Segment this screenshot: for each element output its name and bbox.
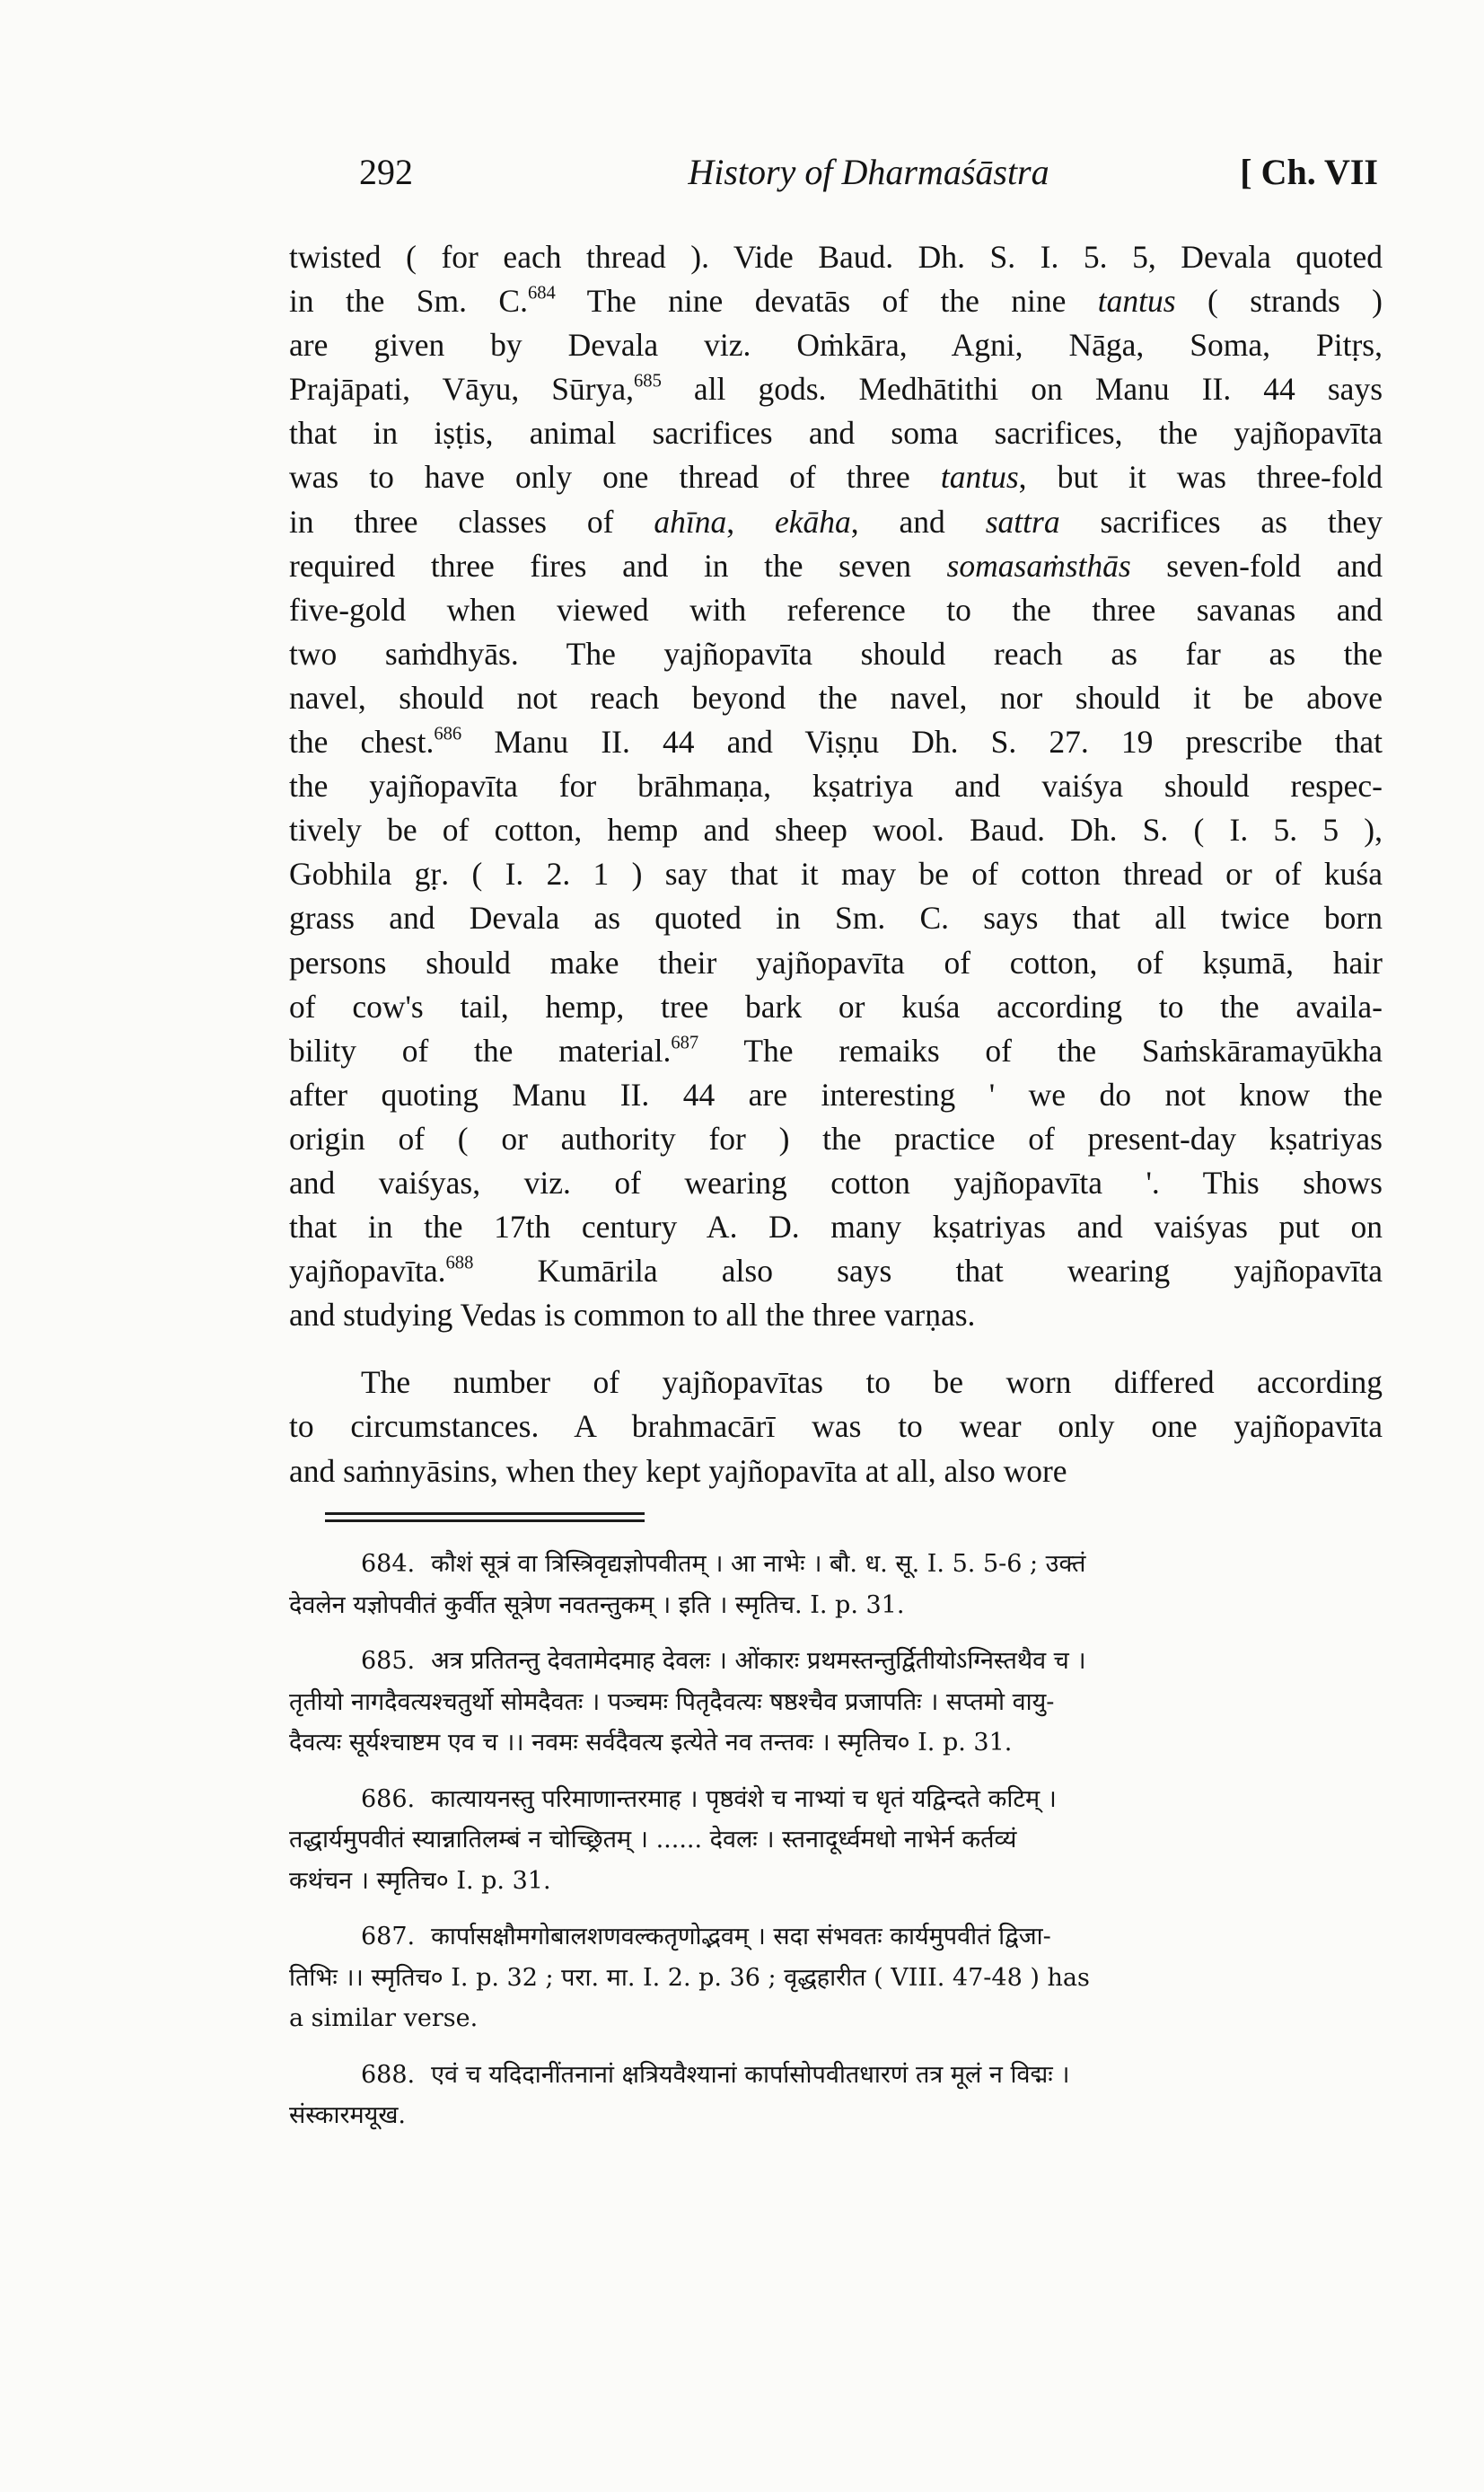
paragraph-gap [289,1337,1383,1360]
footnote-number: 684. [361,1550,416,1578]
running-header [359,151,1378,205]
text-line: Gobhila gṛ. ( I. 2. 1 ) say that it may be of cotton thread or of kuśa [289,856,1383,893]
text-line: are given by Devala viz. Oṁkāra, Agni, Nāga, Soma, Pitṛs, [289,327,1383,364]
footnote-ref: 686 [434,724,462,744]
running-title: History of Dharmaśāstra [688,152,1049,192]
footnote-line: तद्धार्यमुपवीतं स्यान्नातिलम्बं न चोच्छ्रितम् । ...... देवलः । स्तनादूर्ध्वमधो नाभेर्न कर्तव्यं [289,1826,1017,1854]
italic-term: tantus [1097,283,1176,320]
text-line: and studying Vedas is common to all the three varṇas. [289,1297,976,1334]
text-line: and saṁnyāsins, when they kept yajñopavīta at all, also wore [289,1452,1067,1489]
text-line: of cow's tail, hemp, tree bark or kuśa according to the availa- [289,988,1383,1025]
text-line: that in the 17th century A. D. many kṣatriyas and vaiśyas put on [289,1209,1383,1246]
footnote-number: 687. [361,1923,416,1950]
text-line: two saṁdhyās. The yajñopavīta should reach as far as the [289,635,1383,672]
italic-term: sattra [985,503,1060,540]
text-line: the yajñopavīta for brāhmaṇa, kṣatriya and vaiśya should respec- [289,768,1383,805]
text-line: in three classes of ahīna, ekāha, and sattra sacrifices as they [289,503,1383,540]
text-line: was to have only one thread of three tantus, but it was three-fold [289,459,1383,496]
footnote-line: 687. कार्पासक्षौमगोबालशणवल्कतृणोद्भवम् । सदा संभवतः कार्यमुपवीतं द्विजा- [361,1923,1051,1950]
footnote-line: कथंचन । स्मृतिच० I. p. 31. [289,1866,551,1895]
text-line: that in iṣṭis, animal sacrifices and soma sacrifices, the yajñopavīta [289,415,1383,452]
footnote [289,1779,1383,1902]
footnote [289,1916,1383,2039]
text-line: navel, should not reach beyond the navel, nor should it be above [289,679,1383,716]
main-text [289,235,1383,1493]
text-line: Prajāpati, Vāyu, Sūrya,$^{685}$ all gods. Medhātithi on Manu II. 44 says [289,371,1383,408]
footnote-line: a similar verse. [289,2004,479,2032]
footnote-line: देवलेन यज्ञोपवीतं कुर्वीत सूत्रेण नवतन्तुकम् । इति । स्मृतिच. I. p. 31. [289,1590,905,1619]
text-line: in the Sm. C.$^{684}$ The nine devatās of the nine tantus ( strands ) [289,283,1383,320]
footnote-ref: 685 [634,371,662,392]
footnote-line: 685. अत्र प्रतितन्तु देवतामेदमाह देवलः । ओंकारः प्रथमस्तन्तुर्द्वितीयोऽग्निस्तथैव च । [361,1647,1086,1675]
text-line: grass and Devala as quoted in Sm. C. says that all twice born [289,900,1383,937]
footnote-line: तिभिः ।। स्मृतिच० I. p. 32 ; परा. मा. I. 2. p. 36 ; वृद्धहारीत ( VIII. 47-48 ) has [289,1963,1090,1992]
text-line: persons should make their yajñopavīta of cotton, of kṣumā, hair [289,944,1383,981]
footnotes [289,1544,1383,2152]
footnote-line: दैवत्यः सूर्यश्चाष्टम एव च ।। नवमः सर्वदैवत्य इत्येते नव तन्तवः । स्मृतिच० I. p. 31. [289,1729,1013,1757]
italic-term: tantus [940,459,1019,496]
text-line: the chest.$^{686}$ Manu II. 44 and Viṣṇu Dh. S. 27. 19 prescribe that [289,724,1383,761]
footnote-line: 684. कौशं सूत्रं वा त्रिस्त्रिवृद्यज्ञोपवीतम् । आ नाभेः । बौ. ध. सू. I. 5. 5-6 ; उक्तं [361,1550,1086,1578]
text-line: required three fires and in the seven somasaṁsthās seven-fold and [289,547,1383,584]
footnote [289,1641,1383,1764]
footnote [289,1544,1383,1625]
page-number: 292 [359,152,413,192]
text-line: bility of the material.$^{687}$ The remaiks of the Saṁskāramayūkha [289,1032,1383,1069]
footnote-ref: 687 [671,1033,699,1053]
text-line: tively be of cotton, hemp and sheep wool. Baud. Dh. S. ( I. 5. 5 ), [289,812,1383,849]
footnote-line: 688. एवं च यदिदानींतनानां क्षत्रियवैश्यानां कार्पासोपवीतधारणं तत्र मूलं न विद्मः । [361,2060,1070,2089]
text-line: The number of yajñopavītas to be worn differed according [361,1364,1383,1401]
footnote-line: 686. कात्यायनस्तु परिमाणान्तरमाह । पृष्ठवंशे च नाभ्यां च धृतं यद्विन्दते कटिम् । [361,1784,1057,1813]
text-line: five-gold when viewed with reference to the three savanas and [289,591,1383,628]
italic-term: somasaṁsthās [946,547,1131,584]
text-line: yajñopavīta.$^{688}$ Kumārila also says that wearing yajñopavīta [289,1253,1383,1290]
chapter-label: [ Ch. VII [1240,152,1378,192]
italic-term: ekāha [775,503,851,540]
footnote-line: संस्कारमयूख. [289,2101,407,2129]
footnote-number: 685. [361,1647,416,1675]
text-line: and vaiśyas, viz. of wearing cotton yajñopavīta '. This shows [289,1164,1383,1201]
text-line: twisted ( for each thread ). Vide Baud. Dh. S. I. 5. 5, Devala quoted [289,239,1383,275]
footnote-ref: 688 [445,1253,474,1273]
text-line: origin of ( or authority for ) the practice of present-day kṣatriyas [289,1120,1383,1157]
footnote-number: 686. [361,1784,416,1813]
footnote-ref: 684 [527,283,556,304]
footnote-separator [325,1512,645,1523]
footnote-line: तृतीयो नागदैवत्यश्चतुर्थो सोमदैवतः । पञ्चमः पितृदैवत्यः षष्ठश्चैव प्रजापतिः । सप्तमो वायु- [289,1687,1055,1716]
text-line: after quoting Manu II. 44 are interesting ' we do not know the [289,1076,1383,1113]
footnote-number: 688. [361,2060,416,2089]
italic-term: ahīna [654,503,727,540]
text-line: to circumstances. A brahmacārī was to wear only one yajñopavīta [289,1408,1383,1445]
footnote [289,2055,1383,2136]
